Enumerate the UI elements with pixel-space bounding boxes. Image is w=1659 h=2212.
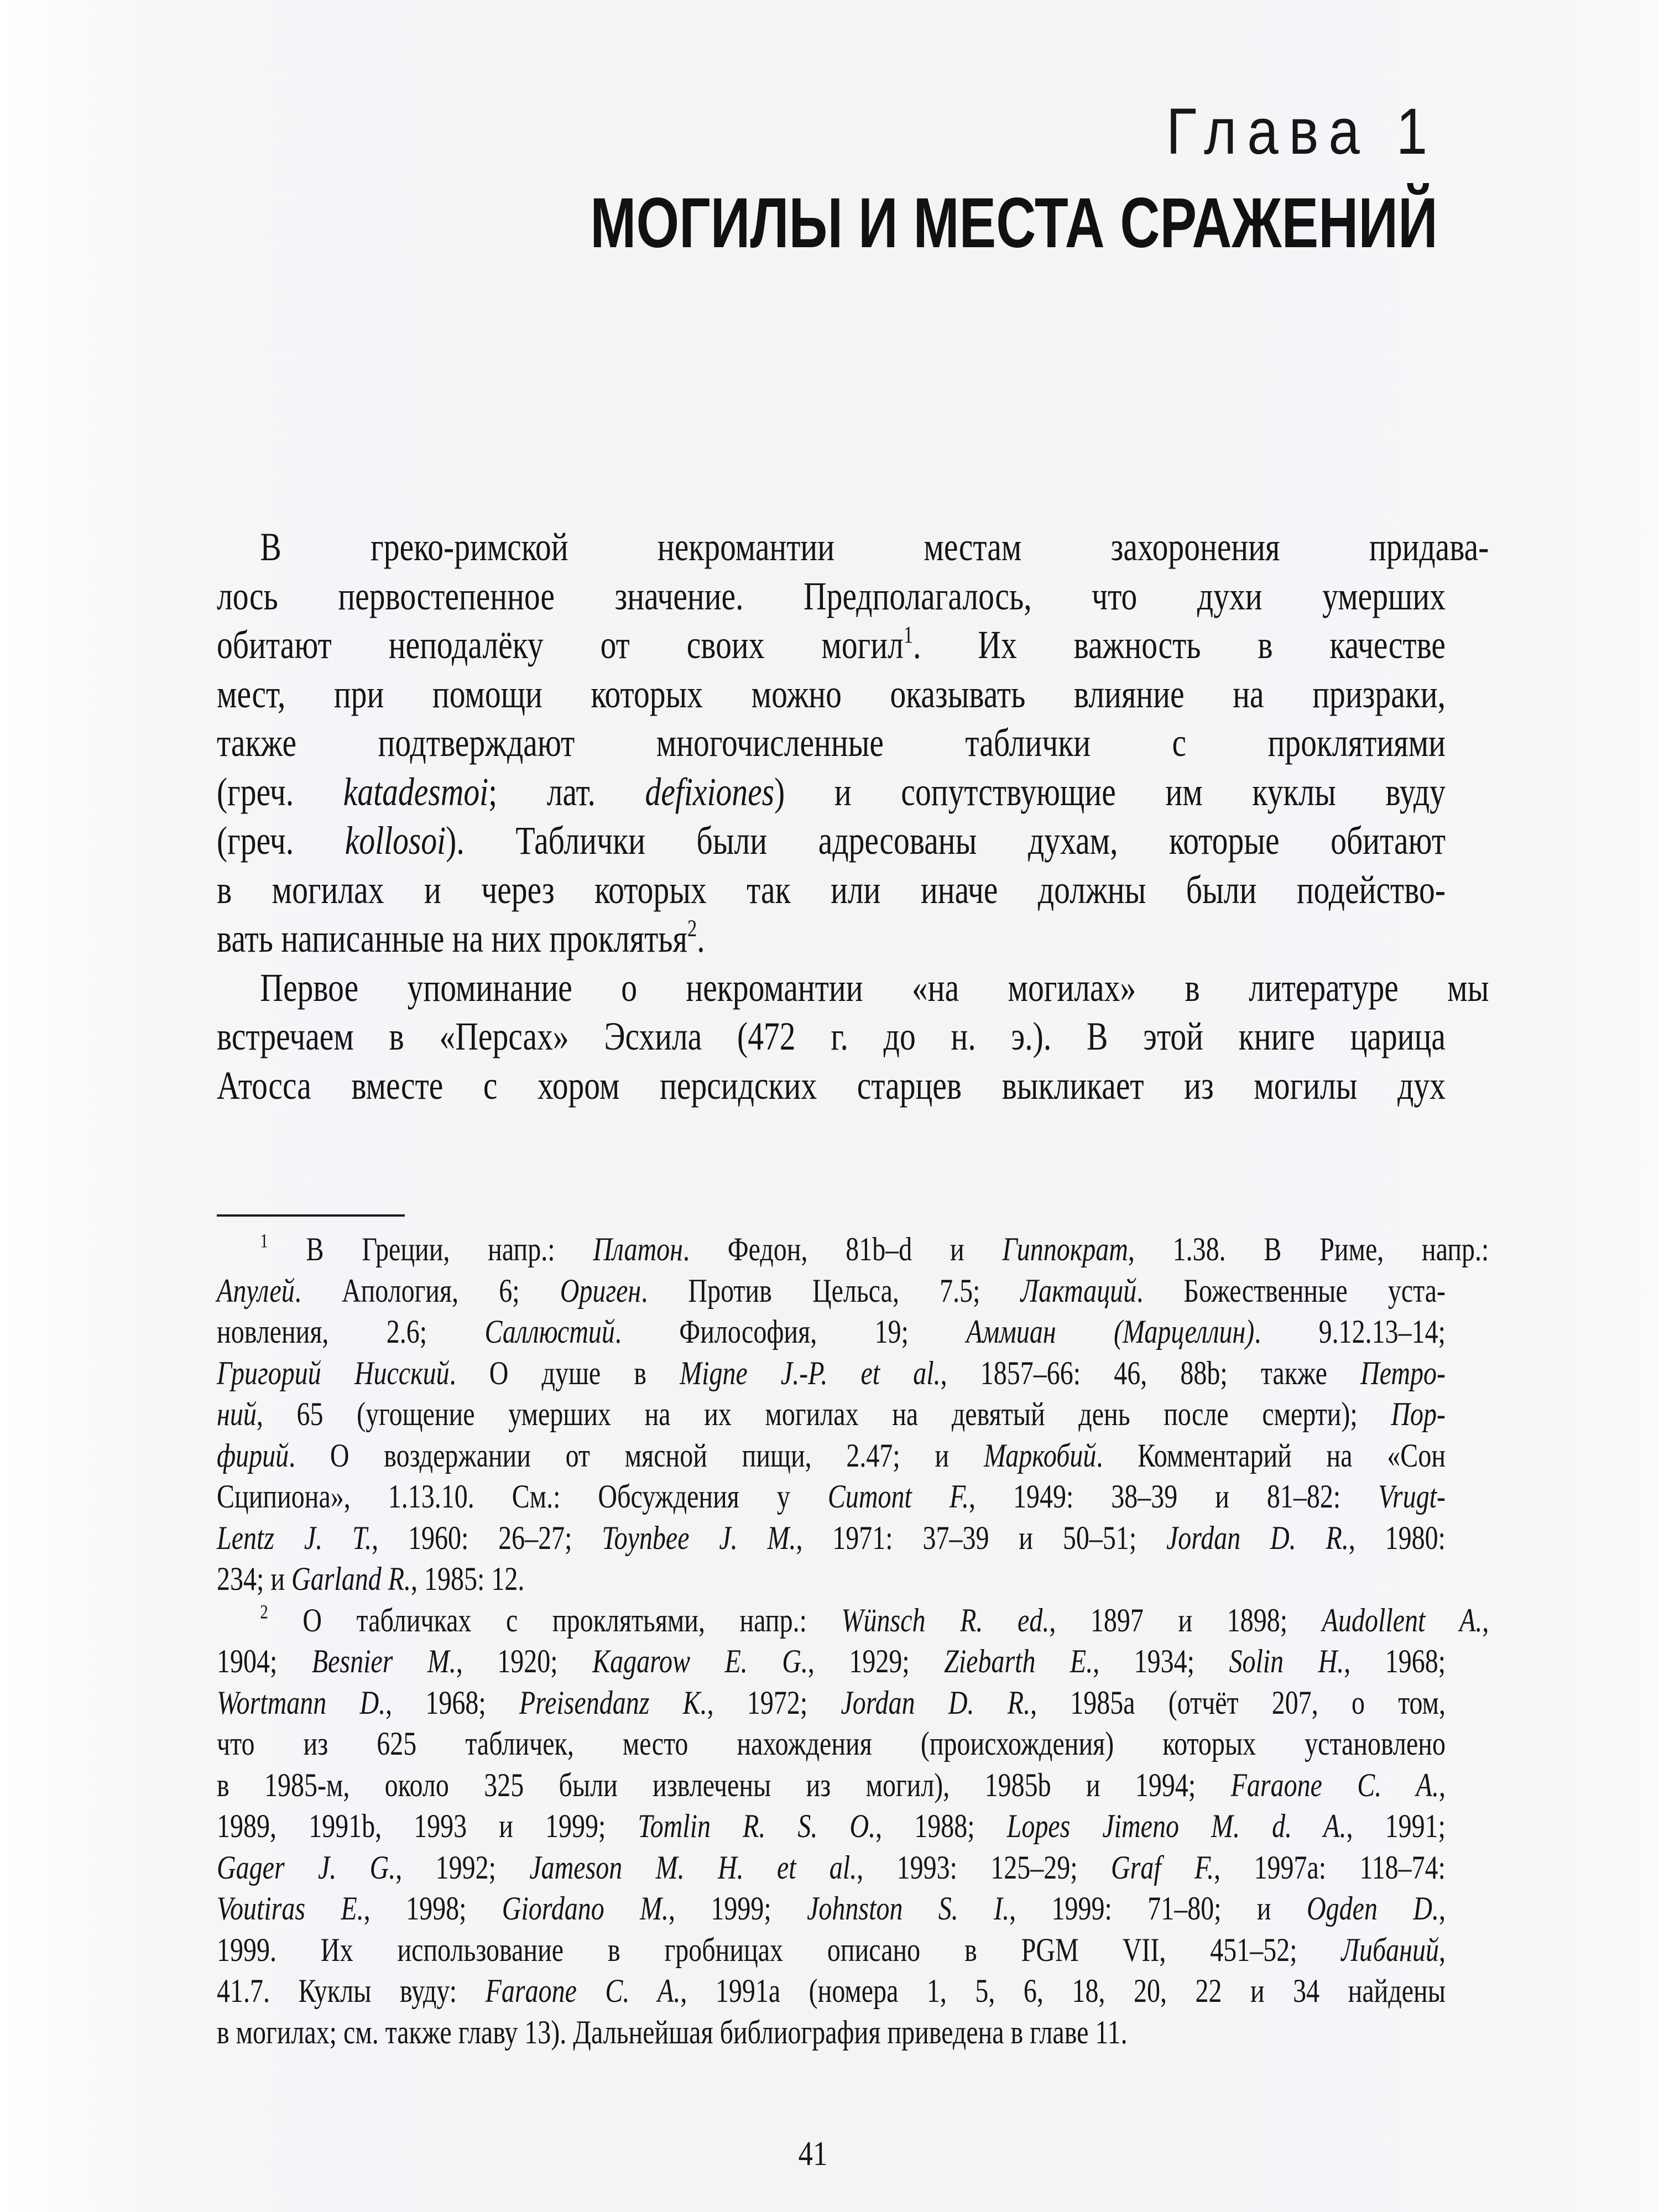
body-line: (греч. katadesmoi; лат. defixiones) и сопутствующие им куклы вуду (217, 769, 1446, 814)
footnote-2-line: 1904; Besnier M., 1920; Kagarow E. G., 1929; Ziebarth E., 1934; Solin H., 1968; (217, 1643, 1446, 1679)
body-line: также подтверждают многочисленные таблички с проклятиями (217, 721, 1446, 765)
body-line: обитают неподалёку от своих могил$^1$. Их важность в качестве (217, 622, 1446, 667)
footnote-1-line: Апулей. Апология, 6; Ориген. Против Цельса, 7.5; Лактаций. Божественные уста- (217, 1272, 1446, 1309)
footnote-1-line: Сципиона», 1.13.10. См.: Обсуждения у Cumont F., 1949: 38–39 и 81–82: Vrugt- (217, 1478, 1446, 1515)
footnote-ref-2[interactable]: 2 (687, 915, 697, 942)
body-line: встречаем в «Персах» Эсхила (472 г. до н. э.). В этой книге царица (217, 1014, 1446, 1058)
footnote-2-line: Voutiras E., 1998; Giordano M., 1999; Johnston S. I., 1999: 71–80; и Ogden D., (217, 1890, 1446, 1927)
footnote-marker-2: 2 (260, 1600, 268, 1623)
footnote-2-line: 41.7. Куклы вуду: Faraone C. A., 1991a (номера 1, 5, 6, 18, 20, 22 и 34 найдены (217, 1973, 1446, 2009)
body-line: В греко-римской некромантии местам захоронения придава- (260, 525, 1489, 569)
footnotes (217, 1229, 1489, 2053)
footnote-2-line: 1999. Их использование в гробницах описано в PGM VII, 451–52; Либаний, (217, 1931, 1446, 1968)
footnote-1-line: 234; и Garland R., 1985: 12. (217, 1561, 525, 1597)
footnote-1-line: новления, 2.6; Саллюстий. Философия, 19; Аммиан (Марцеллин). 9.12.13–14; (217, 1313, 1446, 1350)
page-number: 41 (798, 2135, 828, 2173)
body-line: (греч. kollosoi). Таблички были адресованы духам, которые обитают (217, 818, 1446, 863)
footnote-2-line: $^2$ О табличках с проклятьями, напр.: Wünsch R. ed., 1897 и 1898; Audollent A., (260, 1600, 1489, 1639)
chapter-label: Глава 1 (1166, 95, 1438, 168)
chapter-title: МОГИЛЫ И МЕСТА СРАЖЕНИЙ (590, 184, 1438, 263)
footnote-separator (217, 1214, 405, 1217)
footnote-1-line: Григорий Нисский. О душе в Migne J.-P. et al., 1857–66: 46, 88b; также Петро- (217, 1354, 1446, 1391)
footnote-1-line: $^1$ В Греции, напр.: Платон. Федон, 81b–d и Гиппократ, 1.38. В Риме, напр.: (260, 1229, 1489, 1267)
footnote-marker-1: 1 (260, 1229, 268, 1252)
body-line: Первое упоминание о некромантии «на могилах» в литературе мы (260, 965, 1489, 1010)
footnote-1-line: Lentz J. T., 1960: 26–27; Toynbee J. M., 1971: 37–39 и 50–51; Jordan D. R., 1980: (217, 1519, 1446, 1556)
body-line: Атосса вместе с хором персидских старцев выкликает из могилы дух (217, 1063, 1446, 1108)
body-line: вать написанные на них проклятья$^2$. (217, 915, 705, 961)
footnote-2-line: в могилах; см. также главу 13). Дальнейшая библиография приведена в главе 11. (217, 2013, 1128, 2051)
body-line: мест, при помощи которых можно оказывать влияние на призраки, (217, 671, 1446, 716)
body-text (217, 523, 1489, 1110)
footnote-2-line: что из 625 табличек, место нахождения (происхождения) которых установлено (217, 1725, 1446, 1762)
footnote-2-line: 1989, 1991b, 1993 и 1999; Tomlin R. S. O., 1988; Lopes Jimeno M. d. A., 1991; (217, 1808, 1446, 1844)
body-line: лось первостепенное значение. Предполагалось, что духи умерших (217, 573, 1446, 618)
footnote-2-line: в 1985-м, около 325 были извлечены из могил), 1985b и 1994; Faraone C. A., (217, 1766, 1446, 1803)
body-line: в могилах и через которых так или иначе должны были подейство- (217, 867, 1446, 912)
footnote-1-line: фирий. О воздержании от мясной пищи, 2.47; и Маркобий. Комментарий на «Сон (217, 1437, 1446, 1474)
footnote-ref-1[interactable]: 1 (903, 622, 914, 648)
footnote-1-line: ний, 65 (угощение умерших на их могилах на девятый день после смерти); Пор- (217, 1396, 1446, 1432)
footnote-2-line: Wortmann D., 1968; Preisendanz K., 1972; Jordan D. R., 1985a (отчёт 207, о том, (217, 1684, 1446, 1721)
footnote-2-line: Gager J. G., 1992; Jameson M. H. et al., 1993: 125–29; Graf F., 1997a: 118–74: (217, 1849, 1446, 1886)
